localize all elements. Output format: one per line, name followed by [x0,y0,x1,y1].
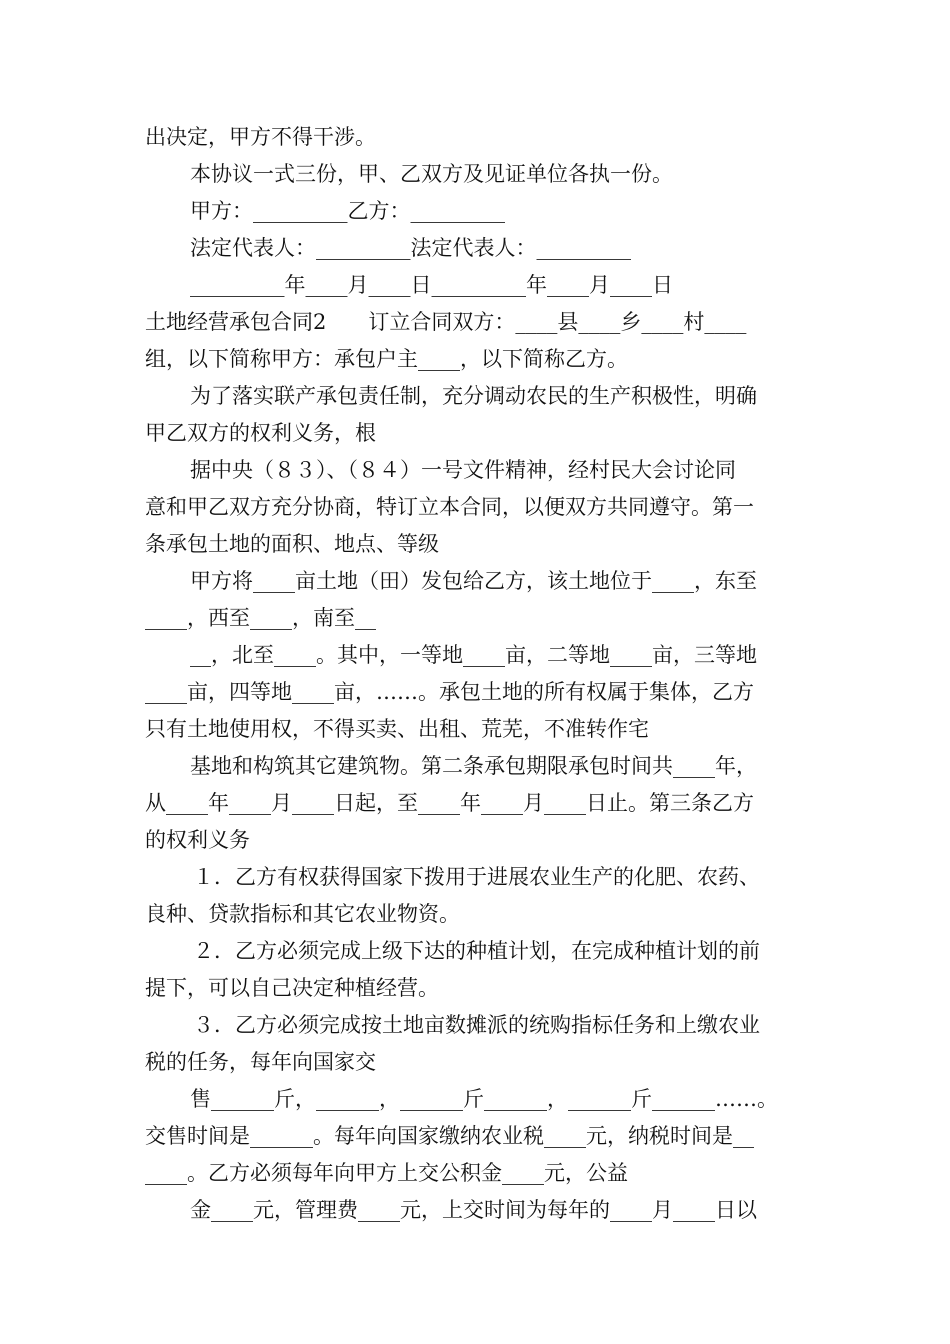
text-line: _________年____月____日_________年____月____日 [190,273,673,297]
text-line: 条承包土地的面积、地点、等级 [145,532,439,556]
text-line: 提下，可以自己决定种植经营。 [145,976,439,1000]
text-line: 甲乙双方的权利义务，根 [145,421,376,445]
text-line: ____，西至____，南至__ [145,606,376,630]
text-line: 意和甲乙双方充分协商，特订立本合同，以便双方共同遵守。第一 [145,495,754,519]
text-line: 基地和构筑其它建筑物。第二条承包期限承包时间共____年， [190,754,757,778]
text-line: 出决定，甲方不得干涉。 [145,125,376,149]
text-line: 土地经营承包合同2 订立合同双方：____县____乡____村____ [145,310,747,334]
text-line: ２．乙方必须完成上级下达的种植计划，在完成种植计划的前 [193,939,760,963]
text-line: __，北至____。其中，一等地____亩，二等地____亩，三等地 [190,643,757,667]
text-line: 的权利义务 [145,828,250,852]
text-line: 法定代表人：_________法定代表人：_________ [190,236,631,260]
text-line: 从____年____月____日起，至____年____月____日止。第三条乙方 [145,791,754,815]
text-line: ____亩，四等地____亩，……。承包土地的所有权属于集体，乙方 [145,680,754,704]
text-line: 甲方：_________乙方：_________ [190,199,505,223]
text-line: 良种、贷款指标和其它农业物资。 [145,902,460,926]
text-line: 据中央（８３）、（８４）一号文件精神，经村民大会讨论同 [190,458,736,482]
text-line: 售______斤，______，______斤______，______斤______……。 [190,1087,778,1111]
text-line: 税的任务，每年向国家交 [145,1050,376,1074]
text-line: 为了落实联产承包责任制，充分调动农民的生产积极性，明确 [190,384,757,408]
text-line: ３．乙方必须完成按土地亩数摊派的统购指标任务和上缴农业 [193,1013,760,1037]
text-line: 只有土地使用权，不得买卖、出租、荒芜，不准转作宅 [145,717,649,741]
text-line: 甲方将____亩土地（田）发包给乙方，该土地位于____，东至 [190,569,757,593]
text-line: 本协议一式三份，甲、乙双方及见证单位各执一份。 [190,162,673,186]
text-line: 交售时间是______。每年向国家缴纳农业税____元，纳税时间是__ [145,1124,754,1148]
text-line: ____。乙方必须每年向甲方上交公积金____元，公益 [145,1161,628,1185]
text-line: 组，以下简称甲方：承包户主____，以下简称乙方。 [145,347,628,371]
text-line: 金____元，管理费____元，上交时间为每年的____月____日以 [190,1198,757,1222]
text-line: １．乙方有权获得国家下拨用于进展农业生产的化肥、农药、 [193,865,760,889]
